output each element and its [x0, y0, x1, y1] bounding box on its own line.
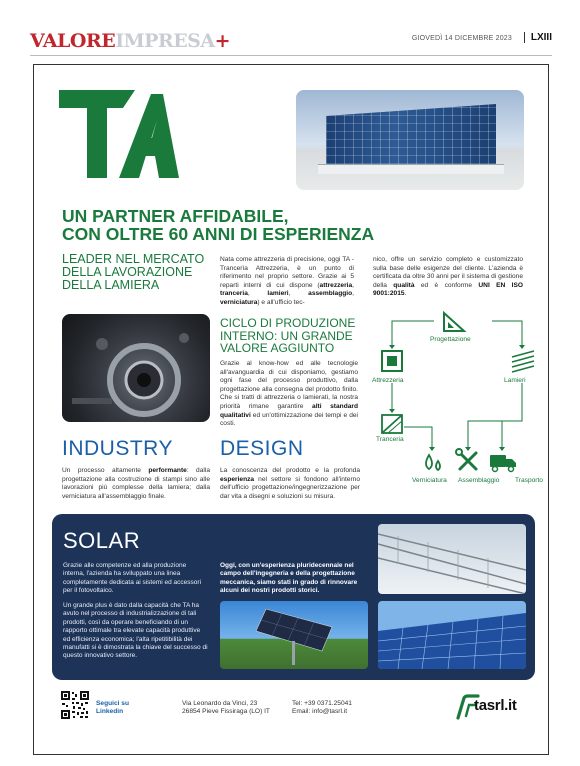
- tasrl-website-logo[interactable]: tasrl.it: [456, 694, 526, 720]
- label-verniciatura: Verniciatura: [412, 477, 447, 484]
- header-divider: [30, 55, 552, 56]
- design-text: La conoscenza del prodotto e la profonda esperienza nel settore si fondono all'interno dell'ufficio progettazione/ingegnerizzazione per dar vita a disegni e soluzioni su misura.: [220, 467, 360, 500]
- industry-heading: INDUSTRY: [62, 437, 173, 460]
- main-headline: UN PARTNER AFFIDABILE, CON OLTRE 60 ANNI DI ESPERIENZA: [62, 206, 375, 244]
- email-address[interactable]: Email: info@tasrl.it: [292, 708, 348, 716]
- intro-column-2: nico, offre un servizio completo e customizzato sulla base delle esigenze del cliente. L'azienda è certificata da oltre 30 anni per il sistema di gestione della qualità ed è conforme UNI EN ISO 9001:2015.: [373, 256, 523, 298]
- intro-column-1: Nata come attrezzeria di precisione, oggi TA - Trancerìa Attrezzeria, è un punto di riferimento nel proprio settore. Grazie ai 5 reparti interni di cui dispone (attrezzeria, tranceria, lamieri, assemblaggio, verniciatura) e all'ufficio tec-: [220, 256, 354, 306]
- publication-logo: VALOREIMPRESA+: [30, 30, 231, 52]
- label-assemblaggio: Assemblaggio: [458, 477, 500, 484]
- truck-icon: [490, 455, 516, 472]
- label-lamieri: Lamieri: [504, 377, 526, 384]
- solar-panels-photo: [378, 601, 526, 669]
- solar-highlight: Oggi, con un'esperienza pluridecennale nel campo dell'ingegneria e della progettazione meccanica, siamo stati in grado di rinnovare alcuni dei nostri prodotti storici.: [220, 562, 358, 595]
- issue-date: GIOVEDÌ 14 DICEMBRE 2023: [411, 35, 512, 42]
- contact-footer: [60, 690, 526, 730]
- label-tranceria: Tranceria: [376, 436, 404, 443]
- cycle-text: Grazie al know-how ed alle tecnologie all'avanguardia di cui disponiamo, gestiamo ogni fase del processo produttivo, dalla progettazione alla consegna del prodotto finito. Che si tratti di attrezzeria o lamierati, la nostra priorità rimane garantire alti standard qualitativi ed un'ottimizzazione dei tempi e dei costi.: [220, 360, 358, 428]
- solar-heading: SOLAR: [63, 528, 141, 553]
- solar-text-1: Grazie alle competenze ed alla produzione interna, l'azienda ha sviluppato una linea completamente dedicata ai sistemi ed accessori per il fotovoltaico.: [63, 562, 202, 595]
- production-cycle-diagram: [372, 309, 542, 504]
- solar-text-2: Un grande plus è dato dalla capacità che TA ha avuto nel processo di industrializzazione di tali prodotti, così da operare beneficiando di un rapporto ottimale tra elevate capacità produttive ed efficienza economica; l'alta ripetitibilità dei manufatti si è dimostrata la chiave del successo di questo innovativo settore.: [63, 602, 208, 660]
- mechanical-part-photo: [62, 314, 210, 422]
- qr-code-icon[interactable]: [60, 690, 90, 720]
- label-progettazione: Progettazione: [430, 336, 471, 343]
- ta-logo: [59, 90, 179, 178]
- die-block-icon: [382, 351, 402, 371]
- metal-sheets-icon: [512, 351, 534, 372]
- wrench-screwdriver-icon: [456, 449, 476, 469]
- solar-tracker-photo: [220, 601, 368, 669]
- phone-number[interactable]: Tel: +39 0371.25041: [292, 700, 352, 707]
- punch-press-icon: [382, 415, 402, 433]
- design-heading: DESIGN: [220, 437, 304, 460]
- set-square-icon: [444, 313, 464, 331]
- masthead: [30, 28, 552, 56]
- industry-text: Un processo altamente performante: dalla progettazione alla costruzione di stampi sino alle lavorazioni più complesse della lamiera; dalla verniciatura all'assemblaggio finale.: [62, 467, 210, 500]
- label-attrezzeria: Attrezzeria: [372, 377, 404, 384]
- leader-subheading: LEADER NEL MERCATO DELLA LAVORAZIONE DELLA LAMIERA: [62, 252, 205, 292]
- linkedin-link[interactable]: Seguici su Linkedin: [96, 700, 129, 716]
- advertisement-panel: [33, 64, 549, 755]
- label-trasporto: Trasporto: [515, 477, 543, 484]
- building-photo: [296, 90, 524, 190]
- cycle-subheading: CICLO DI PRODUZIONE INTERNO: UN GRANDE VALORE AGGIUNTO: [220, 316, 356, 355]
- solar-section: [52, 514, 535, 680]
- paint-drop-icon: [426, 455, 440, 470]
- page-number: LXIII: [524, 32, 552, 43]
- contacts: [292, 700, 352, 716]
- solar-structure-photo: [378, 524, 526, 594]
- address: Via Leonardo da Vinci, 23 26854 Pieve Fissiraga (LO) IT: [182, 700, 270, 716]
